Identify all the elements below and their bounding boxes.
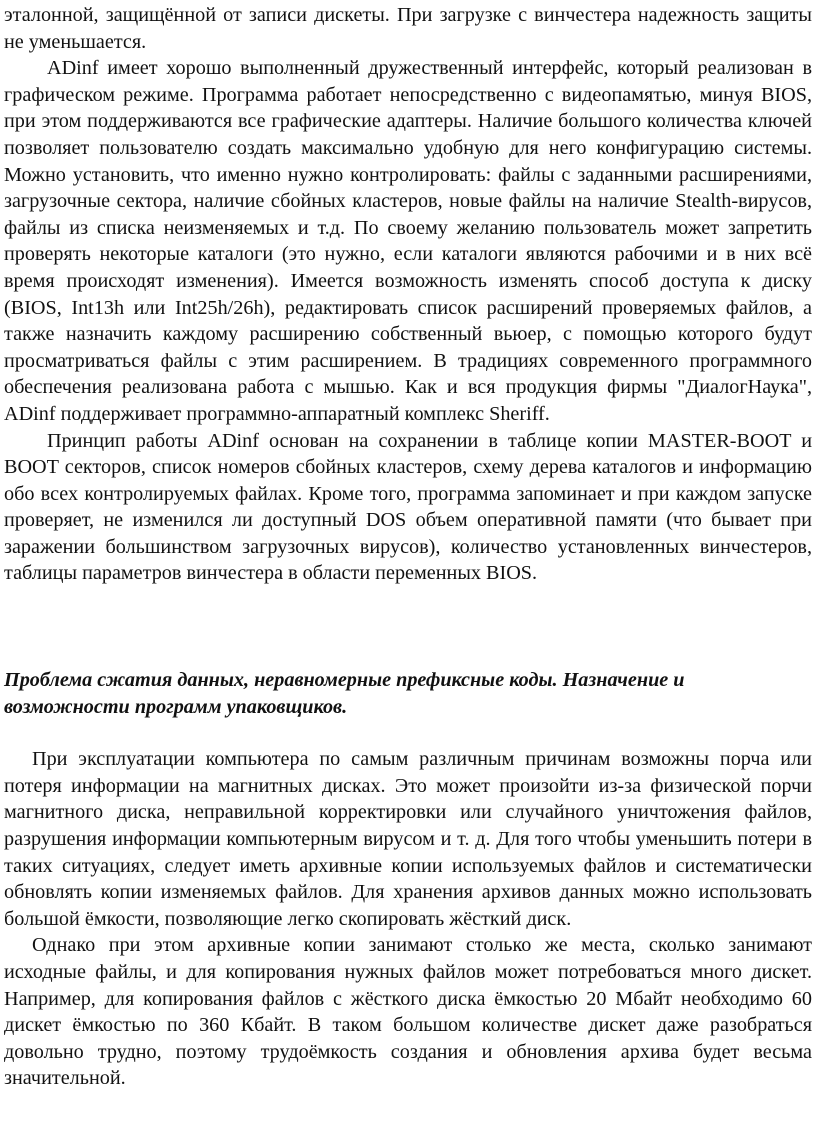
heading-spacer: [4, 720, 812, 746]
paragraph-adinf-interface: ADinf имеет хорошо выполненный дружественный интерфейс, который реализован в графическом режиме. Программа работает непосредственно с видеопамятью, минуя BIOS, при этом поддерживаются все графические адаптеры. Наличие большого количества ключей позволяет пользователю создать максимально удобную для него конфигурацию системы. Можно установить, что именно нужно контролировать: файлы с заданными расширениями, загрузочные сектора, наличие сбойных кластеров, новые файлы на наличие Stealth-вирусов, файлы из списка неизменяемых и т.д. По своему желанию пользователь может запретить проверять некоторые каталоги (это нужно, если каталоги являются рабочими и в них всё время происходят изменения). Имеется возможность изменять способ доступа к диску (BIOS, Int13h или Int25h/26h), редактировать список расширений проверяемых файлов, а также назначить каждому расширению собственный вьюер, с помощью которого будут просматриваться файлы с этим расширением. В традициях современного программного обеспечения реализована работа с мышью. Как и вся продукция фирмы "ДиалогНаука", ADinf поддерживает программно-аппаратный комплекс Sheriff.: [4, 57, 812, 425]
section-heading: Проблема сжатия данных, неравномерные префиксные коды. Назначение и возможности программ упаковщиков.: [4, 669, 685, 718]
paragraph-archive-copies: Однако при этом архивные копии занимают столько же места, сколько занимают исходные файлы, и для копирования нужных файлов может потребоваться много дискет. Например, для копирования файлов с жёсткого диска ёмкостью 20 Мбайт необходимо 60 дискет ёмкостью по 360 Кбайт. В таком большом количестве дискет даже разобраться довольно трудно, поэтому трудоёмкость создания и обновления архива будет весьма значительной.: [4, 934, 812, 1090]
paragraph-data-loss: При эксплуатации компьютера по самым различным причинам возможны порча или потеря информации на магнитных дисках. Это может произойти из-за физической порчи магнитного диска, неправильной корректировки или случайного уничтожения файлов, разрушения информации компьютерным вирусом и т. д. Для того чтобы уменьшить потери в таких ситуациях, следует иметь архивные копии используемых файлов и систематически обновлять копии изменяемых файлов. Для хранения архивов данных можно использовать большой ёмкости, позволяющие легко скопировать жёсткий диск.: [4, 748, 812, 930]
paragraph-continuation: эталонной, защищённой от записи дискеты. При загрузке с винчестера надежность защиты не уменьшается.: [4, 4, 812, 53]
paragraph-adinf-principle: Принцип работы ADinf основан на сохранении в таблице копии MASTER-BOOT и BOOT секторов, список номеров сбойных кластеров, схему дерева каталогов и информацию обо всех контролируемых файлах. Кроме того, программа запоминает и при каждом запуске проверяет, не изменился ли доступный DOS объем оперативной памяти (что бывает при заражении большинством загрузочных вирусов), количество установленных винчестеров, таблицы параметров винчестера в области переменных BIOS.: [4, 429, 812, 585]
section-spacer: [4, 587, 812, 667]
